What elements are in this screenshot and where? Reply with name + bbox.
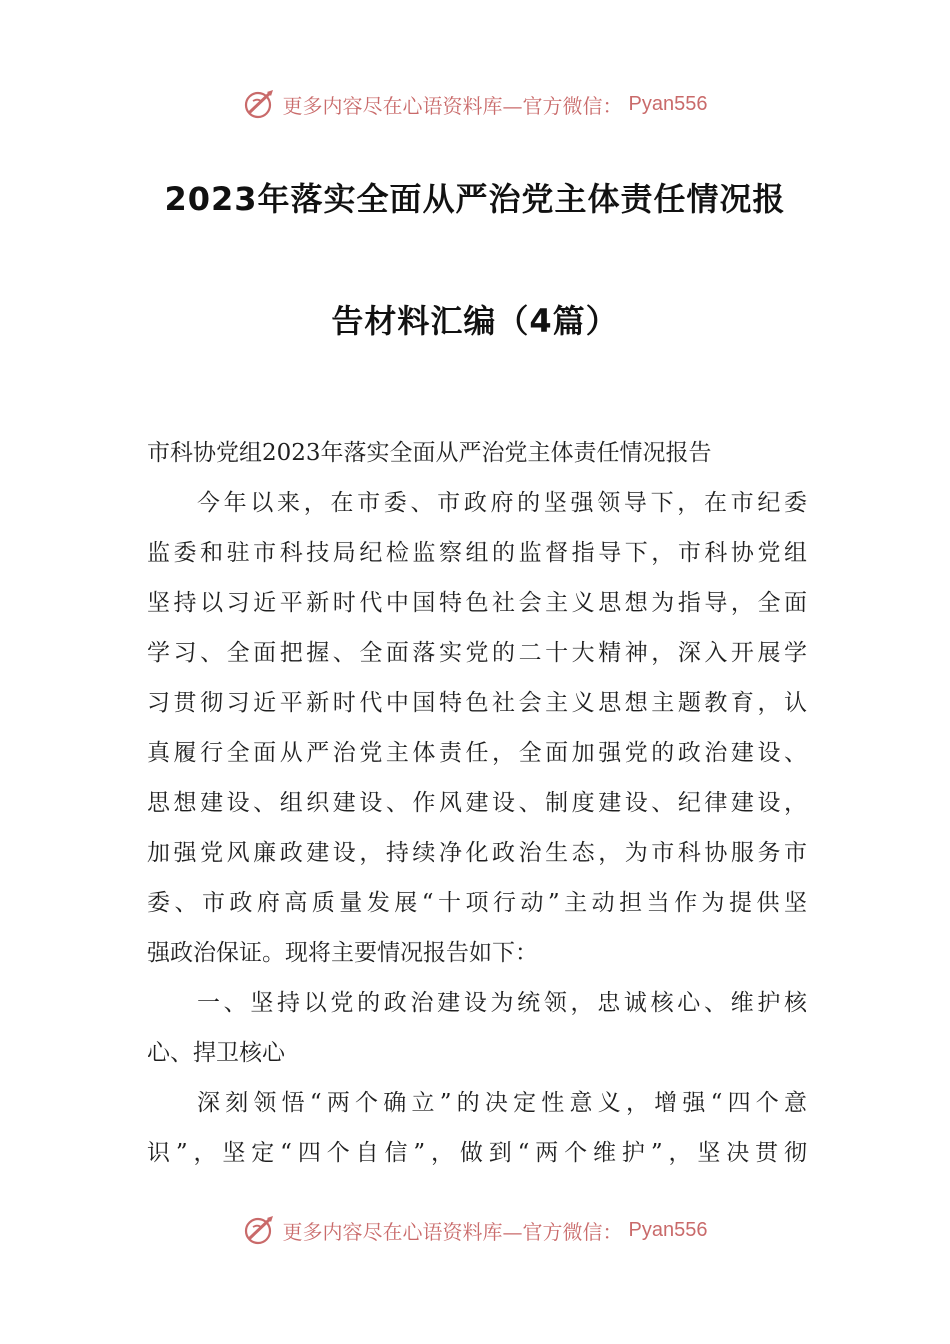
paragraph-line: 习贯彻习近平新时代中国特色社会主义思想主题教育，认 [147,690,807,716]
watermark-text: 更多内容尽在心语资料库—官方微信： [282,1219,623,1244]
paragraph-line: 坚持以习近平新时代中国特色社会主义思想为指导，全面 [147,590,807,616]
document-title-line-1: 2023年落实全面从严治党主体责任情况报 [164,180,786,218]
watermark-text: 更多内容尽在心语资料库—官方微信： [282,93,623,118]
paragraph-line: 委、市政府高质量发展“十项行动”主动担当作为提供坚 [147,890,807,916]
paragraph-line: 强政治保证。现将主要情况报告如下： [147,940,538,966]
paragraph-line: 加强党风廉政建设，持续净化政治生态，为市科协服务市 [147,840,807,866]
watermark-header [0,84,950,124]
document-body [147,428,807,1178]
document-title-line-2: 告材料汇编（4篇） [331,302,619,340]
section-heading: 市科协党组2023年落实全面从严治党主体责任情况报告 [147,440,712,466]
pen-logo-icon [243,87,277,121]
watermark-wechat-id: Pyan556 [628,92,708,115]
paragraph-line: 识”，坚定“四个自信”，做到“两个维护”，坚决贯彻 [147,1140,807,1166]
paragraph-line: 真履行全面从严治党主体责任，全面加强党的政治建设、 [147,740,807,766]
paragraph-line: 今年以来，在市委、市政府的坚强领导下，在市纪委 [197,490,807,516]
paragraph-line: 学习、全面把握、全面落实党的二十大精神，深入开展学 [147,640,807,666]
paragraph-line: 监委和驻市科技局纪检监察组的监督指导下，市科协党组 [147,540,807,566]
watermark-wechat-id: Pyan556 [628,1218,708,1241]
watermark-footer [0,1210,950,1250]
paragraph-line: 心、捍卫核心 [147,1040,285,1066]
paragraph-line: 深刻领悟“两个确立”的决定性意义，增强“四个意 [197,1090,807,1116]
paragraph-line: 思想建设、组织建设、作风建设、制度建设、纪律建设， [147,790,807,816]
paragraph-line: 一、坚持以党的政治建设为统领，忠诚核心、维护核 [197,990,807,1016]
pen-logo-icon [243,1213,277,1247]
